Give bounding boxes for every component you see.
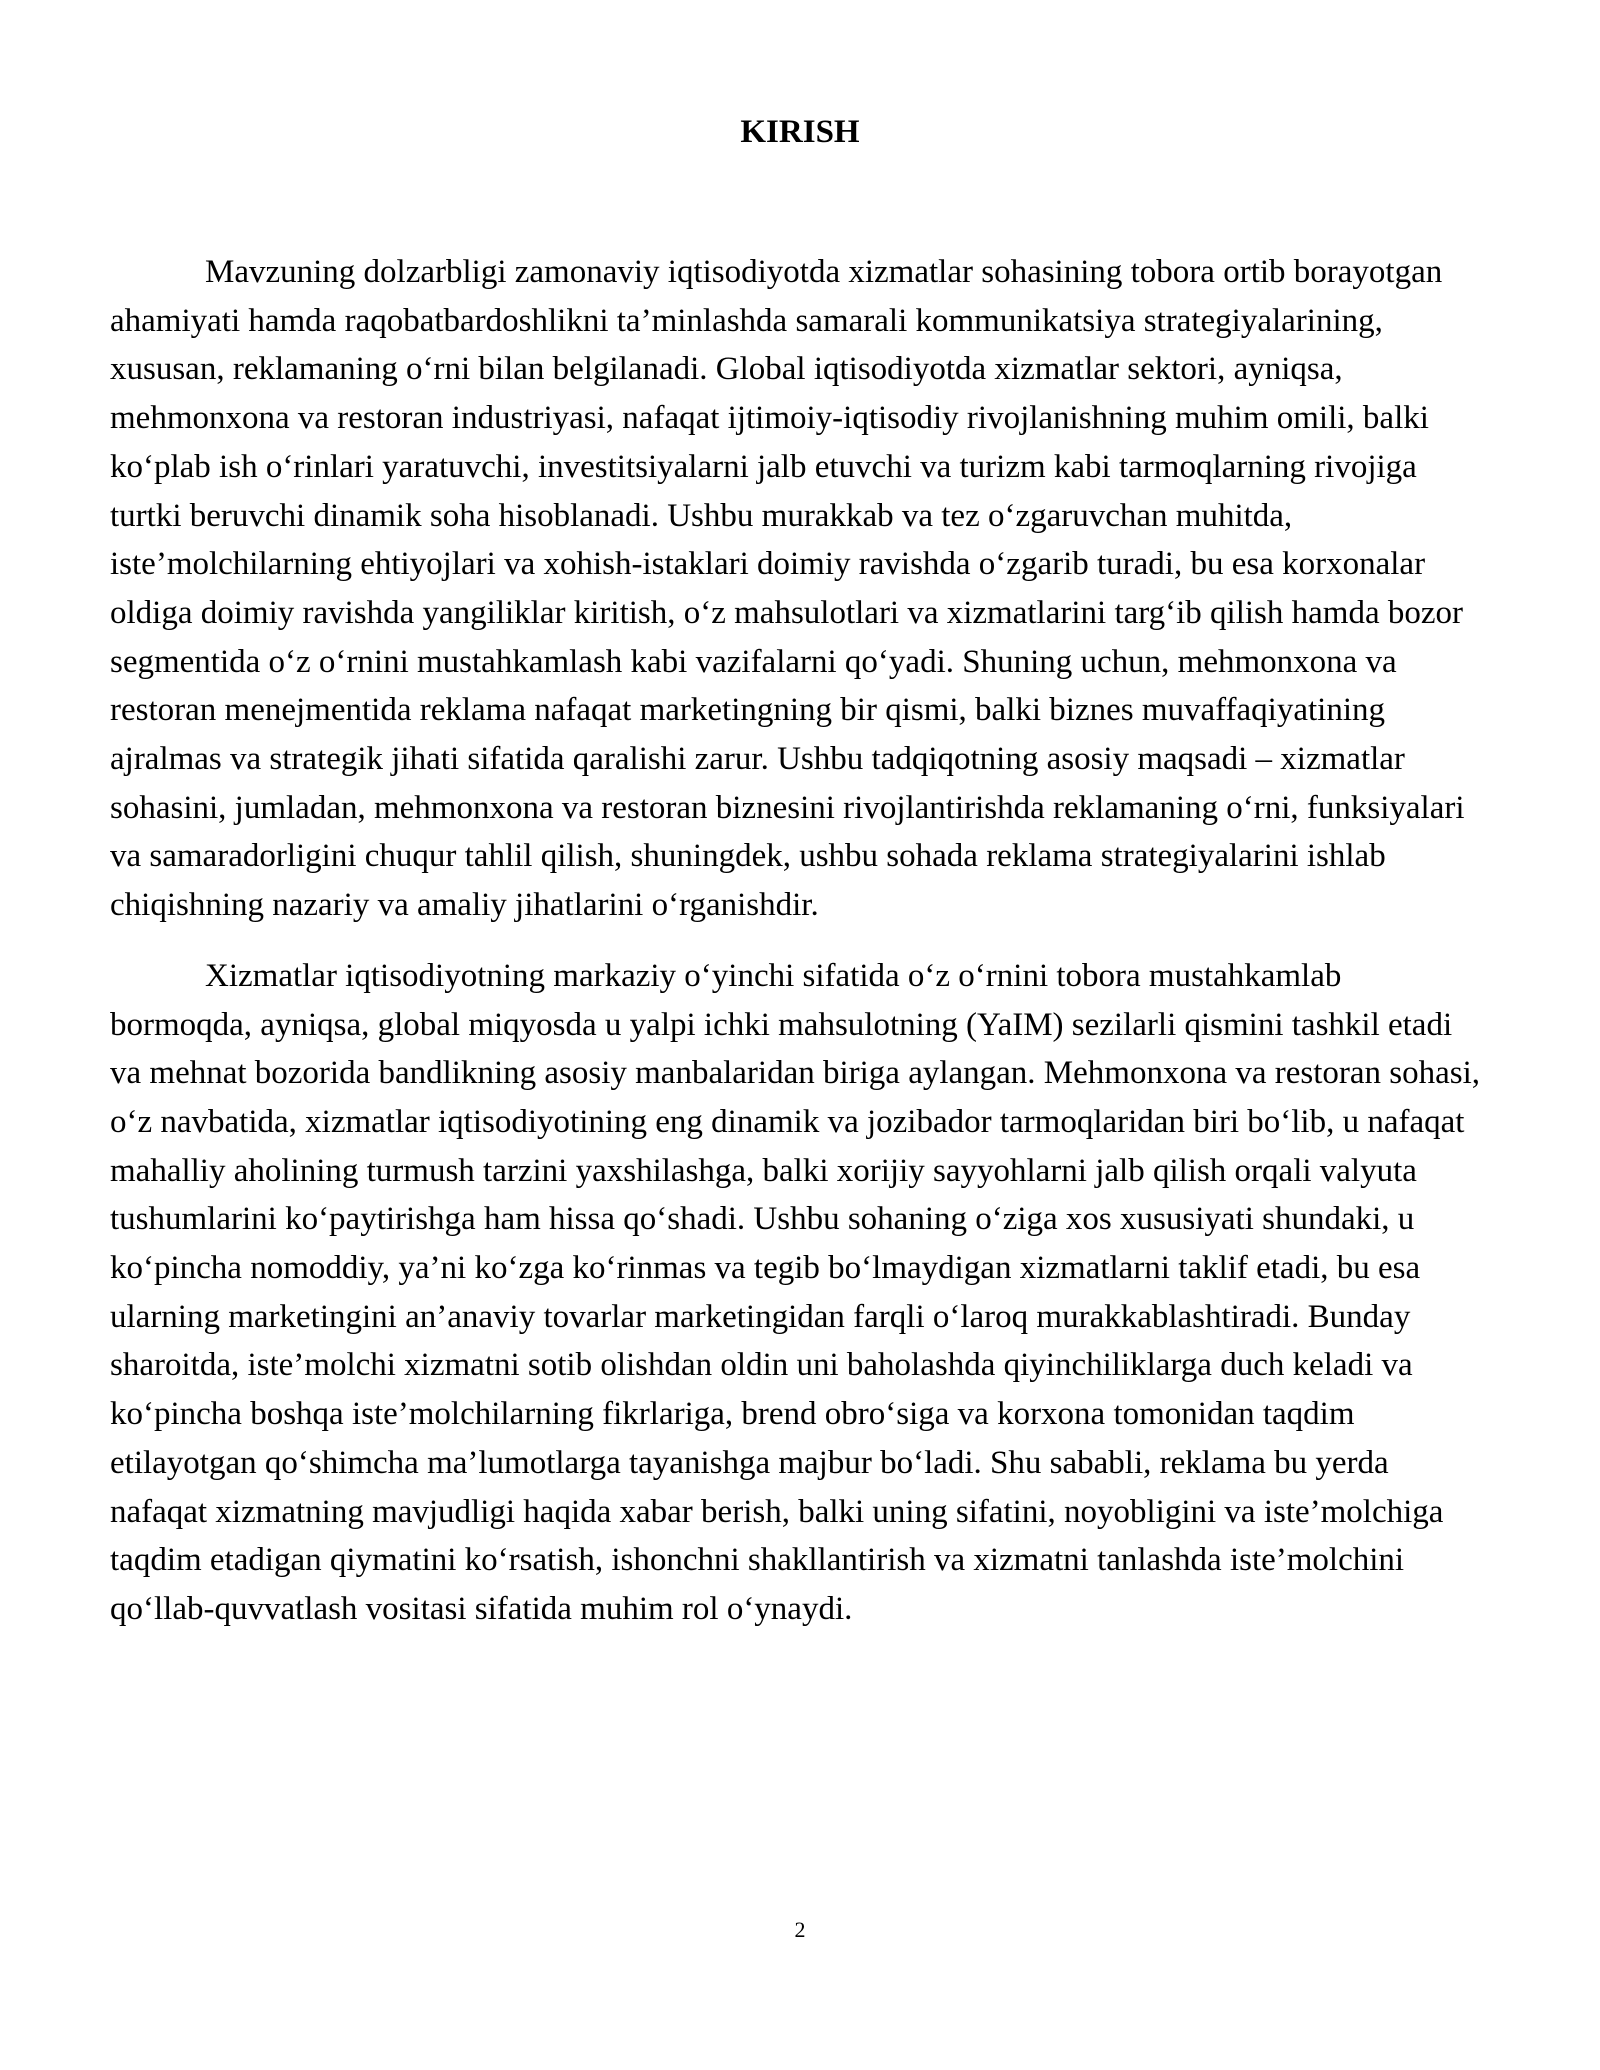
paragraph-1: Mavzuning dolzarbligi zamonaviy iqtisodiyotda xizmatlar sohasining tobora ortib borayotgan ahamiyati hamda raqobatbardoshlikni ta’minlashda samarali kommunikatsiya strategiyalarining, xususan, reklamaning o‘rni bilan belgilanadi. Global iqtisodiyotda xizmatlar sektori, ayniqsa, mehmonxona va restoran industriyasi, nafaqat ijtimoiy-iqtisodiy rivojlanishning muhim omili, balki ko‘plab ish o‘rinlari yaratuvchi, investitsiyalarni jalb etuvchi va turizm kabi tarmoqlarning rivojiga turtki beruvchi dinamik soha hisoblanadi. Ushbu murakkab va tez o‘zgaruvchan muhitda, iste’molchilarning ehtiyojlari va xohish-istaklari doimiy ravishda o‘zgarib turadi, bu esa korxonalar oldiga doimiy ravishda yangiliklar kiritish, o‘z mahsulotlari va xizmatlarini targ‘ib qilish hamda bozor segmentida o‘z o‘rnini mustahkamlash kabi vazifalarni qo‘yadi. Shuning uchun, mehmonxona va restoran menejmentida reklama nafaqat marketingning bir qismi, balki biznes muvaffaqiyatining ajralmas va strategik jihati sifatida qaralishi zarur. Ushbu tadqiqotning asosiy maqsadi – xizmatlar sohasini, jumladan, mehmonxona va restoran biznesini rivojlantirishda reklamaning o‘rni, funksiyalari va samaradorligini chuqur tahlil qilish, shuningdek, ushbu sohada reklama strategiyalarini ishlab chiqishning nazariy va amaliy jihatlarini o‘rganishdir. bbox=[110, 254, 1465, 924]
body-text bbox=[110, 248, 1488, 1656]
paragraph-2: Xizmatlar iqtisodiyotning markaziy o‘yinchi sifatida o‘z o‘rnini tobora mustahkamlab bormoqda, ayniqsa, global miqyosda u yalpi ichki mahsulotning (YaIM) sezilarli qismini tashkil etadi va mehnat bozorida bandlikning asosiy manbalaridan biriga aylangan. Mehmonxona va restoran sohasi, o‘z navbatida, xizmatlar iqtisodiyotining eng dinamik va jozibador tarmoqlaridan biri bo‘lib, u nafaqat mahalliy aholining turmush tarzini yaxshilashga, balki xorijiy sayyohlarni jalb qilish orqali valyuta tushumlarini ko‘paytirishga ham hissa qo‘shadi. Ushbu sohaning o‘ziga xos xususiyati shundaki, u ko‘pincha nomoddiy, ya’ni ko‘zga ko‘rinmas va tegib bo‘lmaydigan xizmatlarni taklif etadi, bu esa ularning marketingini an’anaviy tovarlar marketingidan farqli o‘laroq murakkablashtiradi. Bunday sharoitda, iste’molchi xizmatni sotib olishdan oldin uni baholashda qiyinchiliklarga duch keladi va ko‘pincha boshqa iste’molchilarning fikrlariga, brend obro‘siga va korxona tomonidan taqdim etilayotgan qo‘shimcha ma’lumotlarga tayanishga majbur bo‘ladi. Shu sababli, reklama bu yerda nafaqat xizmatning mavjudligi haqida xabar berish, balki uning sifatini, noyobligini va iste’molchiga taqdim etadigan qiymatini ko‘rsatish, ishonchni shakllantirish va xizmatni tanlashda iste’molchini qo‘llab-quvvatlash vositasi sifatida muhim rol o‘ynaydi. bbox=[110, 957, 1481, 1627]
page-number: 2 bbox=[794, 1917, 806, 1942]
page-title: KIRISH bbox=[740, 114, 860, 150]
